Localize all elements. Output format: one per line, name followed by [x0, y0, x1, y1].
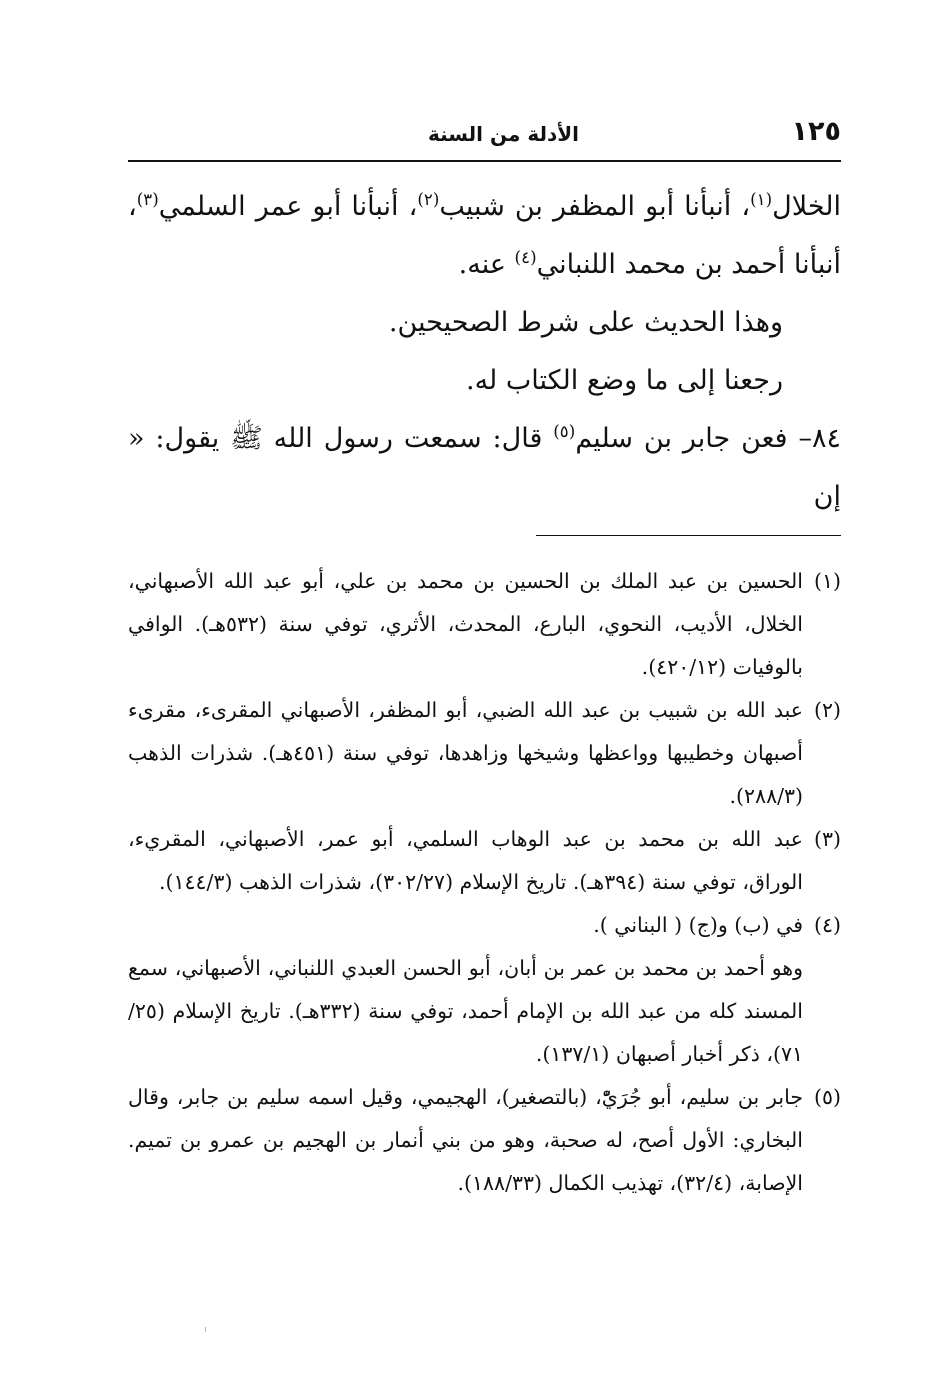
footnote-ref-1: (١): [750, 189, 773, 209]
footnote-1: [128, 560, 841, 689]
page-header: [128, 112, 841, 162]
footnote-2: [128, 689, 841, 818]
footnote-text: عبد الله بن شبيب بن عبد الله الضبي، أبو المظفر، الأصبهاني المقرىء، مقرىء أصبهان وخطيبها وواعظها وشيخها وزاهدها، توفي سنة (٤٥١هـ). شذرات الذهب (٢٨٨/٣).: [128, 698, 804, 808]
text-run: قال: سمعت رسول الله ﷺ يقول: « إن: [128, 423, 841, 512]
footnote-separator: [536, 535, 841, 536]
text-run: الخلال: [772, 191, 842, 222]
scan-mark: [205, 1327, 206, 1332]
footnote-number: (٥): [813, 1085, 841, 1109]
footnote-text: الحسين بن عبد الملك بن الحسين بن محمد بن علي، أبو عبد الله الأصبهاني، الخلال، الأديب، النحوي، البارع، المحدث، الأثري، توفي سنة (٥٣٢هـ). الوافي بالوفيات (٤٢٠/١٢).: [128, 569, 803, 679]
text-run: ، أنبأنا أبو عمر السلمي: [158, 191, 418, 222]
footnote-number: (١): [813, 569, 841, 593]
footnote-number: (٣): [813, 827, 841, 851]
text-run: ، أنبأنا أبو المظفر بن شبيب: [439, 191, 751, 222]
footnote-ref-4: (٤): [514, 247, 537, 267]
running-title: الأدلة من السنة: [428, 122, 579, 146]
main-text: [128, 178, 841, 526]
footnote-5: [128, 1076, 841, 1205]
footnote-4-continuation: وهو أحمد بن محمد بن عمر بن أبان، أبو الحسن العبدي اللنباني، الأصبهاني، سمع المسند كله من عبد الله بن الإمام أحمد، توفي سنة (٣٣٢هـ). تاريخ الإسلام (٢٥/ ٧١)، ذكر أخبار أصبهان (١٣٧/١).: [128, 956, 803, 1066]
page-number: ١٢٥: [791, 116, 841, 147]
footnote-number: (٤): [813, 913, 841, 937]
footnote-text: في (ب) و(ج) ( البناني ).: [593, 913, 803, 937]
text-run: عنه.: [458, 249, 515, 280]
paragraph-chain: [128, 178, 841, 294]
footnote-ref-5: (٥): [553, 421, 576, 441]
text-run: ، أنبأنا أحمد بن محمد اللنباني: [128, 191, 841, 280]
footnote-4: [128, 904, 841, 947]
text-run: ٨٤– فعن جابر بن سليم: [575, 423, 842, 454]
footnote-3: [128, 818, 841, 904]
footnotes: [128, 560, 841, 1205]
footnote-number: (٢): [813, 698, 841, 722]
paragraph-return: رجعنا إلى ما وضع الكتاب له.: [465, 365, 783, 396]
footnote-text: جابر بن سليم، أبو جُرَيّْ، (بالتصغير)، الهجيمي، وقيل اسمه سليم بن جابر، وقال البخاري: الأول أصح، له صحبة، وهو من بني أنمار بن الهجيم بن عمرو بن تميم. الإصابة، (٣٢/٤)، تهذيب الكمال (١٨٨/٣٣).: [128, 1085, 803, 1195]
footnote-ref-2: (٢): [417, 189, 440, 209]
footnote-text: عبد الله بن محمد بن عبد الوهاب السلمي، أبو عمر، الأصبهاني، المقريء، الوراق، توفي سنة (٣٩٤هـ). تاريخ الإسلام (٣٠٢/٢٧)، شذرات الذهب (١٤٤/٣).: [128, 827, 803, 894]
paragraph-hadith-84: [128, 410, 841, 526]
footnote-ref-3: (٣): [136, 189, 159, 209]
paragraph-sahihayn: وهذا الحديث على شرط الصحيحين.: [388, 307, 783, 338]
